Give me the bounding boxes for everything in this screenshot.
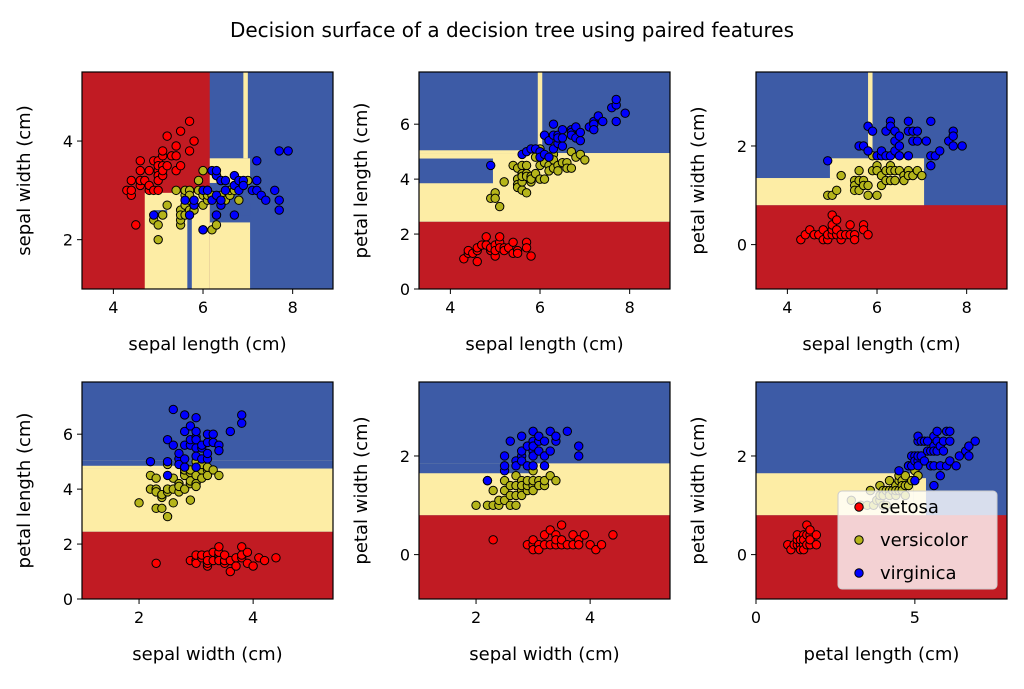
- data-point-versicolor: [512, 501, 520, 509]
- data-point-versicolor: [154, 221, 162, 229]
- data-point-virginica: [500, 452, 508, 460]
- data-point-setosa: [145, 166, 153, 174]
- data-point-virginica: [192, 427, 200, 435]
- data-point-virginica: [180, 455, 188, 463]
- data-point-setosa: [527, 252, 535, 260]
- x-tick-label: 8: [287, 298, 298, 317]
- legend-label-virginica: virginica: [880, 563, 957, 584]
- x-tick-label: 4: [782, 298, 793, 317]
- y-tick-label: 0: [399, 280, 410, 299]
- data-point-setosa: [473, 257, 481, 265]
- data-point-setosa: [260, 556, 268, 564]
- data-point-versicolor: [554, 167, 562, 175]
- decision-region-virginica: [187, 215, 191, 289]
- data-point-virginica: [965, 452, 973, 460]
- y-tick-label: 6: [399, 115, 410, 135]
- legend-marker-versicolor: [855, 536, 863, 544]
- legend: [838, 491, 997, 589]
- x-tick-label: 6: [197, 298, 209, 317]
- data-point-virginica: [949, 142, 957, 150]
- data-point-versicolor: [495, 202, 503, 210]
- data-point-virginica: [952, 462, 960, 470]
- data-point-versicolor: [832, 186, 840, 194]
- y-axis-label: petal length (cm): [351, 102, 372, 259]
- data-point-versicolor: [186, 496, 194, 504]
- data-point-setosa: [509, 238, 517, 246]
- data-point-virginica: [226, 427, 234, 435]
- data-point-setosa: [232, 562, 240, 570]
- data-point-versicolor: [192, 482, 200, 490]
- y-tick-label: 2: [736, 446, 747, 466]
- data-point-setosa: [846, 221, 854, 229]
- data-point-virginica: [180, 463, 188, 471]
- data-point-setosa: [176, 162, 184, 170]
- data-point-versicolor: [172, 186, 180, 194]
- data-point-virginica: [913, 127, 921, 135]
- data-point-versicolor: [199, 166, 207, 174]
- data-point-virginica: [939, 447, 947, 455]
- data-point-versicolor: [491, 194, 499, 202]
- data-point-virginica: [913, 137, 921, 145]
- y-tick-label: 2: [399, 446, 410, 466]
- data-point-virginica: [558, 125, 566, 133]
- data-point-setosa: [172, 152, 180, 160]
- data-point-virginica: [563, 427, 571, 435]
- data-point-virginica: [203, 186, 211, 194]
- data-point-virginica: [185, 211, 193, 219]
- x-tick-label: 2: [133, 608, 145, 627]
- data-point-versicolor: [855, 166, 863, 174]
- data-point-versicolor: [215, 471, 223, 479]
- data-point-virginica: [895, 152, 903, 160]
- data-point-virginica: [253, 176, 261, 184]
- data-point-setosa: [132, 221, 140, 229]
- data-point-virginica: [930, 481, 938, 489]
- figure-title: Decision surface of a decision tree using paired features: [229, 18, 795, 42]
- data-point-virginica: [271, 186, 279, 194]
- y-tick-label: 0: [736, 235, 747, 255]
- plot-area: [82, 382, 333, 599]
- plot-area: [419, 382, 670, 599]
- data-point-virginica: [895, 132, 903, 140]
- data-point-setosa: [243, 548, 251, 556]
- data-point-setosa: [127, 176, 135, 184]
- x-tick-label: 8: [624, 298, 635, 317]
- data-point-setosa: [136, 157, 144, 165]
- data-point-versicolor: [873, 191, 881, 199]
- data-point-setosa: [272, 554, 280, 562]
- subplot-4: [14, 382, 333, 665]
- data-point-setosa: [163, 132, 171, 140]
- data-point-virginica: [238, 419, 246, 427]
- data-point-versicolor: [581, 156, 589, 164]
- data-point-versicolor: [864, 181, 872, 189]
- y-tick-label: 0: [399, 545, 410, 565]
- data-point-versicolor: [152, 474, 160, 482]
- data-point-virginica: [576, 128, 584, 136]
- decision-region-setosa: [419, 222, 670, 289]
- x-tick-label: 6: [534, 298, 546, 317]
- data-point-virginica: [599, 117, 607, 125]
- data-point-virginica: [253, 157, 261, 165]
- data-point-setosa: [580, 531, 588, 539]
- data-point-virginica: [946, 427, 954, 435]
- y-tick-label: 4: [399, 170, 410, 190]
- data-point-virginica: [558, 142, 566, 150]
- data-point-setosa: [832, 216, 840, 224]
- data-point-setosa: [597, 541, 605, 549]
- data-point-virginica: [949, 132, 957, 140]
- data-point-virginica: [192, 414, 200, 422]
- x-tick-label: 2: [470, 608, 482, 627]
- data-point-virginica: [275, 147, 283, 155]
- data-point-setosa: [185, 117, 193, 125]
- data-point-virginica: [864, 147, 872, 155]
- data-point-virginica: [927, 162, 935, 170]
- data-point-virginica: [212, 166, 220, 174]
- data-point-virginica: [549, 120, 557, 128]
- data-point-setosa: [850, 235, 858, 243]
- decision-region-virginica: [419, 159, 493, 184]
- data-point-virginica: [540, 437, 548, 445]
- data-point-virginica: [506, 437, 514, 445]
- data-point-versicolor: [154, 235, 162, 243]
- data-point-versicolor: [489, 486, 497, 494]
- data-point-versicolor: [235, 196, 243, 204]
- data-point-virginica: [221, 176, 229, 184]
- data-point-virginica: [150, 211, 158, 219]
- data-point-virginica: [190, 196, 198, 204]
- decision-region-setosa: [419, 515, 670, 599]
- data-point-virginica: [621, 109, 629, 117]
- data-point-virginica: [946, 437, 954, 445]
- data-point-setosa: [176, 127, 184, 135]
- data-point-versicolor: [567, 164, 575, 172]
- data-point-virginica: [895, 142, 903, 150]
- data-point-virginica: [199, 226, 207, 234]
- data-point-setosa: [812, 541, 820, 549]
- data-point-versicolor: [522, 189, 530, 197]
- legend-marker-virginica: [855, 569, 863, 577]
- data-point-virginica: [558, 134, 566, 142]
- data-point-virginica: [971, 437, 979, 445]
- plot-area: [756, 72, 1007, 289]
- data-point-virginica: [238, 411, 246, 419]
- data-point-versicolor: [163, 201, 171, 209]
- data-point-versicolor: [158, 504, 166, 512]
- data-point-setosa: [575, 541, 583, 549]
- data-point-setosa: [489, 536, 497, 544]
- data-point-virginica: [904, 152, 912, 160]
- data-point-virginica: [221, 186, 229, 194]
- x-axis-label: sepal width (cm): [469, 644, 620, 665]
- data-point-virginica: [146, 457, 154, 465]
- data-point-virginica: [203, 449, 211, 457]
- data-point-virginica: [936, 472, 944, 480]
- decision-region-versicolor: [868, 72, 872, 158]
- data-point-versicolor: [500, 178, 508, 186]
- x-tick-label: 4: [248, 608, 259, 627]
- data-point-versicolor: [522, 161, 530, 169]
- data-point-versicolor: [918, 171, 926, 179]
- data-point-virginica: [552, 432, 560, 440]
- y-tick-label: 2: [62, 230, 73, 250]
- data-point-virginica: [529, 462, 537, 470]
- data-point-versicolor: [169, 499, 177, 507]
- data-point-setosa: [495, 233, 503, 241]
- data-point-versicolor: [194, 176, 202, 184]
- data-point-virginica: [824, 157, 832, 165]
- data-point-setosa: [609, 531, 617, 539]
- x-tick-label: 8: [961, 298, 972, 317]
- subplot-5: [351, 382, 670, 665]
- data-point-virginica: [868, 127, 876, 135]
- data-point-virginica: [275, 196, 283, 204]
- data-point-virginica: [575, 452, 583, 460]
- data-point-versicolor: [552, 476, 560, 484]
- legend-label-versicolor: versicolor: [880, 530, 968, 551]
- data-point-virginica: [922, 137, 930, 145]
- data-point-setosa: [522, 244, 530, 252]
- legend-label-setosa: setosa: [880, 497, 939, 518]
- data-point-virginica: [230, 211, 238, 219]
- x-axis-label: sepal length (cm): [128, 334, 287, 355]
- data-point-virginica: [215, 446, 223, 454]
- data-point-virginica: [517, 432, 525, 440]
- data-point-virginica: [904, 117, 912, 125]
- data-point-virginica: [575, 442, 583, 450]
- data-point-setosa: [215, 543, 223, 551]
- y-tick-label: 6: [62, 425, 73, 445]
- subplot-3: [688, 72, 1007, 355]
- data-point-setosa: [136, 166, 144, 174]
- x-tick-label: 4: [585, 608, 596, 627]
- x-axis-label: petal length (cm): [803, 644, 960, 665]
- data-point-virginica: [500, 462, 508, 470]
- data-point-virginica: [284, 147, 292, 155]
- data-point-setosa: [249, 562, 257, 570]
- y-tick-label: 2: [62, 535, 73, 555]
- y-tick-label: 4: [62, 480, 73, 500]
- subplot-1: [14, 72, 333, 355]
- data-point-virginica: [209, 430, 217, 438]
- data-point-virginica: [612, 117, 620, 125]
- y-axis-label: petal width (cm): [351, 416, 372, 565]
- data-point-versicolor: [891, 176, 899, 184]
- data-point-virginica: [576, 136, 584, 144]
- data-point-virginica: [169, 405, 177, 413]
- data-point-virginica: [181, 196, 189, 204]
- data-point-virginica: [927, 117, 935, 125]
- data-point-versicolor: [212, 221, 220, 229]
- data-point-setosa: [190, 137, 198, 145]
- data-point-virginica: [239, 181, 247, 189]
- data-point-setosa: [152, 559, 160, 567]
- data-point-setosa: [172, 142, 180, 150]
- data-point-virginica: [217, 196, 225, 204]
- x-axis-label: sepal length (cm): [465, 334, 624, 355]
- legend-marker-setosa: [855, 503, 863, 511]
- plot-area: [419, 72, 670, 289]
- data-point-setosa: [557, 521, 565, 529]
- data-point-virginica: [545, 153, 553, 161]
- y-tick-label: 0: [62, 590, 73, 609]
- data-point-setosa: [154, 186, 162, 194]
- data-point-virginica: [192, 463, 200, 471]
- decision-region-setosa: [756, 205, 1007, 289]
- data-point-setosa: [513, 249, 521, 257]
- data-point-virginica: [275, 206, 283, 214]
- data-point-virginica: [483, 476, 491, 484]
- data-point-setosa: [158, 147, 166, 155]
- data-point-versicolor: [163, 512, 171, 520]
- y-axis-label: sepal width (cm): [14, 105, 35, 256]
- data-point-virginica: [180, 411, 188, 419]
- plot-area: [82, 72, 333, 289]
- y-tick-label: 4: [62, 132, 73, 152]
- y-tick-label: 2: [736, 136, 747, 156]
- data-point-versicolor: [472, 501, 480, 509]
- data-point-virginica: [540, 462, 548, 470]
- data-point-setosa: [163, 162, 171, 170]
- y-axis-label: petal width (cm): [688, 106, 709, 255]
- data-point-versicolor: [135, 499, 143, 507]
- data-point-virginica: [487, 161, 495, 169]
- data-point-virginica: [262, 196, 270, 204]
- data-point-virginica: [612, 95, 620, 103]
- data-point-virginica: [958, 142, 966, 150]
- data-point-versicolor: [540, 175, 548, 183]
- data-point-virginica: [163, 471, 171, 479]
- data-point-virginica: [546, 447, 554, 455]
- y-axis-label: petal width (cm): [688, 416, 709, 565]
- y-axis-label: petal length (cm): [14, 412, 35, 569]
- x-tick-label: 4: [445, 298, 456, 317]
- data-point-setosa: [812, 531, 820, 539]
- data-point-setosa: [864, 231, 872, 239]
- x-axis-label: sepal width (cm): [132, 644, 283, 665]
- data-point-setosa: [127, 186, 135, 194]
- data-point-virginica: [169, 441, 177, 449]
- data-point-setosa: [482, 233, 490, 241]
- y-tick-label: 2: [399, 225, 410, 245]
- data-point-versicolor: [837, 171, 845, 179]
- x-tick-label: 0: [750, 608, 762, 627]
- data-point-versicolor: [864, 191, 872, 199]
- x-tick-label: 5: [909, 608, 920, 627]
- x-tick-label: 4: [108, 298, 119, 317]
- data-point-setosa: [185, 147, 193, 155]
- data-point-virginica: [590, 125, 598, 133]
- subplot-2: [351, 72, 670, 355]
- data-point-virginica: [163, 457, 171, 465]
- data-point-virginica: [933, 427, 941, 435]
- data-point-virginica: [212, 211, 220, 219]
- data-point-versicolor: [158, 211, 166, 219]
- data-point-virginica: [895, 467, 903, 475]
- x-tick-label: 6: [871, 298, 883, 317]
- y-tick-label: 0: [736, 545, 747, 565]
- data-point-virginica: [936, 147, 944, 155]
- data-point-virginica: [911, 476, 919, 484]
- decision-region-versicolor: [419, 157, 493, 158]
- decision-region-versicolor: [243, 72, 247, 158]
- x-axis-label: sepal length (cm): [802, 334, 961, 355]
